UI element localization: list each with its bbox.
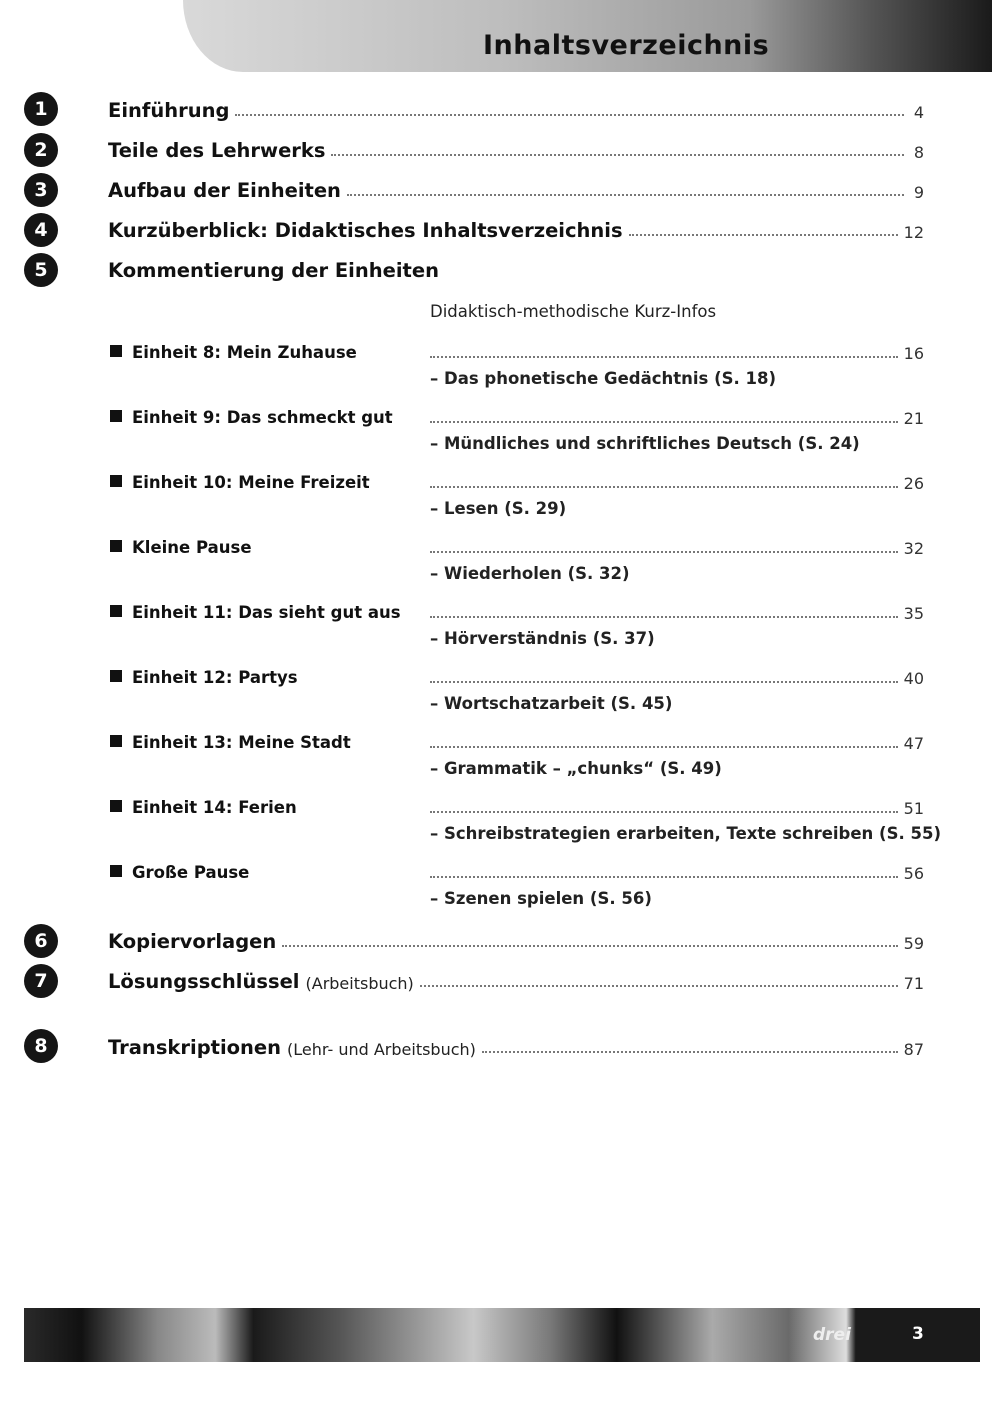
bullet-square-icon xyxy=(110,345,122,357)
unit-leader xyxy=(430,798,924,818)
section-number-7: 7 xyxy=(24,964,58,998)
unit-info: – Hörverständnis (S. 37) xyxy=(430,629,655,648)
toc-title: Einführung xyxy=(108,99,230,122)
unit-einheit-8[interactable] xyxy=(110,343,357,362)
unit-page: 56 xyxy=(903,864,924,883)
toc-page: 8 xyxy=(913,143,924,162)
dot-leader xyxy=(430,486,898,488)
unit-info: – Schreibstrategien erarbeiten, Texte schreiben (S. 55) xyxy=(430,824,941,843)
dot-leader xyxy=(235,114,904,116)
unit-page: 47 xyxy=(903,734,924,753)
unit-info: – Wortschatzarbeit (S. 45) xyxy=(430,694,673,713)
toc-title: Transkriptionen xyxy=(108,1036,282,1059)
dot-leader xyxy=(629,234,898,236)
bullet-square-icon xyxy=(110,605,122,617)
footer-page-word: drei xyxy=(813,1325,851,1345)
dot-leader xyxy=(331,154,904,156)
dot-leader xyxy=(430,811,898,813)
dot-leader xyxy=(430,616,898,618)
toc-page: 4 xyxy=(913,103,924,122)
bullet-square-icon xyxy=(110,735,122,747)
toc-page: 87 xyxy=(903,1040,924,1059)
bullet-square-icon xyxy=(110,865,122,877)
unit-title: Einheit 9: Das schmeckt gut xyxy=(132,408,393,427)
unit-kleine-pause[interactable] xyxy=(110,538,252,557)
toc-title: Kommentierung der Einheiten xyxy=(108,259,439,282)
toc-title: Teile des Lehrwerks xyxy=(108,139,326,162)
toc-note: (Lehr- und Arbeitsbuch) xyxy=(287,1040,476,1059)
unit-leader xyxy=(430,603,924,623)
unit-info: – Wiederholen (S. 32) xyxy=(430,564,630,583)
section-number-4: 4 xyxy=(24,213,58,247)
section-number-2: 2 xyxy=(24,133,58,167)
unit-info: – Grammatik – „chunks“ (S. 49) xyxy=(430,759,722,778)
toc-page: 9 xyxy=(913,183,924,202)
dot-leader xyxy=(282,945,897,947)
toc-title: Lösungsschlüssel xyxy=(108,970,300,993)
unit-einheit-10[interactable] xyxy=(110,473,370,492)
toc-title: Kurzüberblick: Didaktisches Inhaltsverzeichnis xyxy=(108,219,623,242)
section-number-6: 6 xyxy=(24,924,58,958)
unit-einheit-14[interactable] xyxy=(110,798,297,817)
dot-leader xyxy=(430,356,898,358)
toc-row-einfuehrung[interactable] xyxy=(108,94,924,122)
unit-info: – Das phonetische Gedächtnis (S. 18) xyxy=(430,369,777,388)
toc-page: 59 xyxy=(903,934,924,953)
dot-leader xyxy=(430,681,898,683)
dot-leader xyxy=(420,985,898,987)
unit-title: Einheit 14: Ferien xyxy=(132,798,297,817)
dot-leader xyxy=(430,746,898,748)
unit-leader xyxy=(430,343,924,363)
unit-page: 32 xyxy=(903,539,924,558)
unit-leader xyxy=(430,473,924,493)
unit-leader xyxy=(430,733,924,753)
section-number-8: 8 xyxy=(24,1029,58,1063)
toc-row-transkriptionen[interactable] xyxy=(108,1031,924,1059)
toc-page: 71 xyxy=(903,974,924,993)
section-number-3: 3 xyxy=(24,173,58,207)
bullet-square-icon xyxy=(110,475,122,487)
unit-leader xyxy=(430,863,924,883)
unit-title: Kleine Pause xyxy=(132,538,252,557)
toc-title: Aufbau der Einheiten xyxy=(108,179,341,202)
unit-leader xyxy=(430,668,924,688)
section-number-1: 1 xyxy=(24,92,58,126)
toc-row-kommentierung[interactable] xyxy=(108,254,924,282)
unit-einheit-13[interactable] xyxy=(110,733,351,752)
unit-page: 16 xyxy=(903,344,924,363)
toc-row-kurzueberblick[interactable] xyxy=(108,214,924,242)
dot-leader xyxy=(430,421,898,423)
unit-info: – Lesen (S. 29) xyxy=(430,499,567,518)
unit-info: – Mündliches und schriftliches Deutsch (S. 24) xyxy=(430,434,860,453)
unit-title: Einheit 8: Mein Zuhause xyxy=(132,343,357,362)
unit-leader xyxy=(430,408,924,428)
dot-leader xyxy=(347,194,904,196)
unit-page: 40 xyxy=(903,669,924,688)
bullet-square-icon xyxy=(110,540,122,552)
footer-page-number: 3 xyxy=(912,1324,924,1344)
dot-leader xyxy=(482,1051,898,1053)
unit-page: 21 xyxy=(903,409,924,428)
toc-row-aufbau[interactable] xyxy=(108,174,924,202)
bullet-square-icon xyxy=(110,800,122,812)
toc-title: Kopiervorlagen xyxy=(108,930,277,953)
kurzinfos-heading: Didaktisch-methodische Kurz-Infos xyxy=(430,302,717,321)
unit-einheit-9[interactable] xyxy=(110,408,393,427)
unit-title: Einheit 12: Partys xyxy=(132,668,298,687)
toc-row-loesungsschluessel[interactable] xyxy=(108,965,924,993)
bullet-square-icon xyxy=(110,670,122,682)
unit-einheit-11[interactable] xyxy=(110,603,401,622)
unit-info: – Szenen spielen (S. 56) xyxy=(430,889,652,908)
unit-einheit-12[interactable] xyxy=(110,668,298,687)
section-number-5: 5 xyxy=(24,253,58,287)
toc-row-kopiervorlagen[interactable] xyxy=(108,925,924,953)
toc-page: 12 xyxy=(903,223,924,242)
unit-page: 35 xyxy=(903,604,924,623)
bullet-square-icon xyxy=(110,410,122,422)
dot-leader xyxy=(430,551,898,553)
unit-title: Einheit 10: Meine Freizeit xyxy=(132,473,370,492)
toc-note: (Arbeitsbuch) xyxy=(305,974,414,993)
toc-row-teile[interactable] xyxy=(108,134,924,162)
dot-leader xyxy=(430,876,898,878)
unit-title: Einheit 11: Das sieht gut aus xyxy=(132,603,401,622)
page-title: Inhaltsverzeichnis xyxy=(483,30,770,61)
unit-leader xyxy=(430,538,924,558)
unit-page: 26 xyxy=(903,474,924,493)
unit-title: Große Pause xyxy=(132,863,250,882)
unit-grosse-pause[interactable] xyxy=(110,863,249,882)
unit-page: 51 xyxy=(903,799,924,818)
unit-title: Einheit 13: Meine Stadt xyxy=(132,733,351,752)
